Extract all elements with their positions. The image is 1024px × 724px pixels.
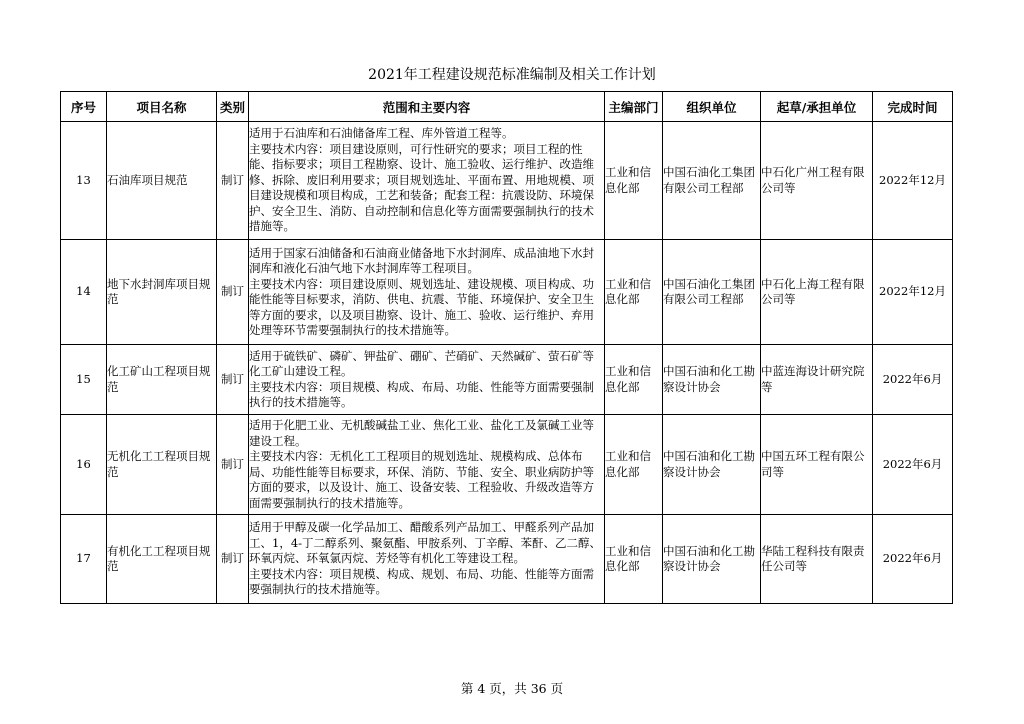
scope-main-content: 主要技术内容：项目规模、构成、规划、布局、功能、性能等方面需要强制执行的技术措施等。 (249, 566, 594, 597)
cell-dept: 工业和信息化部 (605, 122, 663, 240)
header-time: 完成时间 (873, 92, 953, 122)
cell-scope (249, 122, 605, 240)
table-row (61, 122, 953, 240)
cell-time: 2022年6月 (873, 515, 953, 604)
cell-scope (249, 415, 605, 515)
cell-drafter: 华陆工程科技有限责任公司等 (761, 515, 873, 604)
work-plan-table (60, 91, 953, 604)
cell-name: 石油库项目规范 (107, 122, 217, 240)
cell-org: 中国石油化工集团有限公司工程部 (663, 122, 761, 240)
table-row (61, 415, 953, 515)
cell-seq: 14 (61, 240, 107, 345)
cell-seq: 17 (61, 515, 107, 604)
cell-dept: 工业和信息化部 (605, 345, 663, 415)
cell-dept: 工业和信息化部 (605, 515, 663, 604)
cell-name: 无机化工工程项目规范 (107, 415, 217, 515)
cell-org: 中国石油化工集团有限公司工程部 (663, 240, 761, 345)
scope-applicability: 适用于石油库和石油储备库工程、库外管道工程等。 (249, 126, 514, 141)
cell-org: 中国石油和化工勘察设计协会 (663, 345, 761, 415)
cell-scope (249, 515, 605, 604)
scope-main-content: 主要技术内容：项目建设原则，可行性研究的要求；项目工程的性能、指标要求；项目工程勘察、设计、施工验收、运行维护、改造维修、拆除、废旧利用要求；项目规划选址、平面布置、用地规模、项目建设规模和项目构成，工艺和装备；配套工程：抗震设防、环境保护、安全卫生、消防、自动控制和信息化等方面需要强制执行的技术措施等。 (249, 141, 594, 234)
scope-main-content: 主要技术内容：无机化工工程项目的规划选址、规模构成、总体布局、功能性能等目标要求，环保、消防、节能、安全、职业病防护等方面的要求，以及设计、施工、设备安装、工程验收、升级改造等方面需要强制执行的技术措施等。 (249, 449, 594, 510)
scope-applicability: 适用于甲醇及碳一化学品加工、醋酸系列产品加工、甲醛系列产品加工、1，4-丁二醇系列、聚氨酯、甲胺系列、丁辛醇、苯酐、乙二醇、环氧丙烷、环氧氯丙烷、芳烃等有机化工等建设工程。 (249, 520, 602, 566)
scope-applicability: 适用于国家石油储备和石油商业储备地下水封洞库、成品油地下水封洞库和液化石油气地下水封洞库等工程项目。 (249, 245, 594, 275)
cell-seq: 16 (61, 415, 107, 515)
cell-name: 地下水封洞库项目规范 (107, 240, 217, 345)
cell-org: 中国石油和化工勘察设计协会 (663, 415, 761, 515)
cell-drafter: 中蓝连海设计研究院等 (761, 345, 873, 415)
table-row (61, 240, 953, 345)
table-header (61, 92, 953, 122)
scope-main-content: 主要技术内容：项目建设原则、规划选址、建设规模、项目构成、功能性能等目标要求，消防、供电、抗震、节能、环境保护、安全卫生等方面的要求，以及项目勘察、设计、施工、验收、运行维护、弃用处理等环节需要强制执行的技术措施等。 (249, 276, 594, 337)
cell-scope (249, 345, 605, 415)
scope-applicability: 适用于化肥工业、无机酸碱盐工业、焦化工业、盐化工及氯碱工业等建设工程。 (249, 418, 594, 448)
cell-dept: 工业和信息化部 (605, 415, 663, 515)
cell-seq: 13 (61, 122, 107, 240)
table-row (61, 515, 953, 604)
cell-time: 2022年6月 (873, 415, 953, 515)
cell-drafter: 中石化广州工程有限公司等 (761, 122, 873, 240)
cell-org: 中国石油和化工勘察设计协会 (663, 515, 761, 604)
cell-drafter: 中国五环工程有限公司等 (761, 415, 873, 515)
cell-time: 2022年12月 (873, 240, 953, 345)
header-scope: 范围和主要内容 (249, 92, 605, 122)
header-seq: 序号 (61, 92, 107, 122)
cell-type: 制订 (217, 515, 249, 604)
page-number: 第 4 页，共 36 页 (460, 681, 564, 696)
header-org: 组织单位 (663, 92, 761, 122)
scope-main-content: 主要技术内容：项目规模、构成、布局、功能、性能等方面需要强制执行的技术措施等。 (249, 379, 594, 409)
cell-scope (249, 240, 605, 345)
header-name: 项目名称 (107, 92, 217, 122)
table-row (61, 345, 953, 415)
cell-dept: 工业和信息化部 (605, 240, 663, 345)
cell-type: 制订 (217, 415, 249, 515)
cell-type: 制订 (217, 240, 249, 345)
cell-time: 2022年12月 (873, 122, 953, 240)
document-title: 2021年工程建设规范标准编制及相关工作计划 (368, 67, 656, 83)
header-dept: 主编部门 (605, 92, 663, 122)
header-row (61, 92, 953, 122)
cell-seq: 15 (61, 345, 107, 415)
scope-applicability: 适用于硫铁矿、磷矿、钾盐矿、硼矿、芒硝矿、天然碱矿、萤石矿等化工矿山建设工程。 (249, 348, 594, 378)
cell-drafter: 中石化上海工程有限公司等 (761, 240, 873, 345)
cell-type: 制订 (217, 122, 249, 240)
cell-type: 制订 (217, 345, 249, 415)
header-type: 类别 (217, 92, 249, 122)
header-drafter: 起草/承担单位 (761, 92, 873, 122)
table-body (61, 122, 953, 604)
cell-name: 有机化工工程项目规范 (107, 515, 217, 604)
cell-time: 2022年6月 (873, 345, 953, 415)
cell-name: 化工矿山工程项目规范 (107, 345, 217, 415)
